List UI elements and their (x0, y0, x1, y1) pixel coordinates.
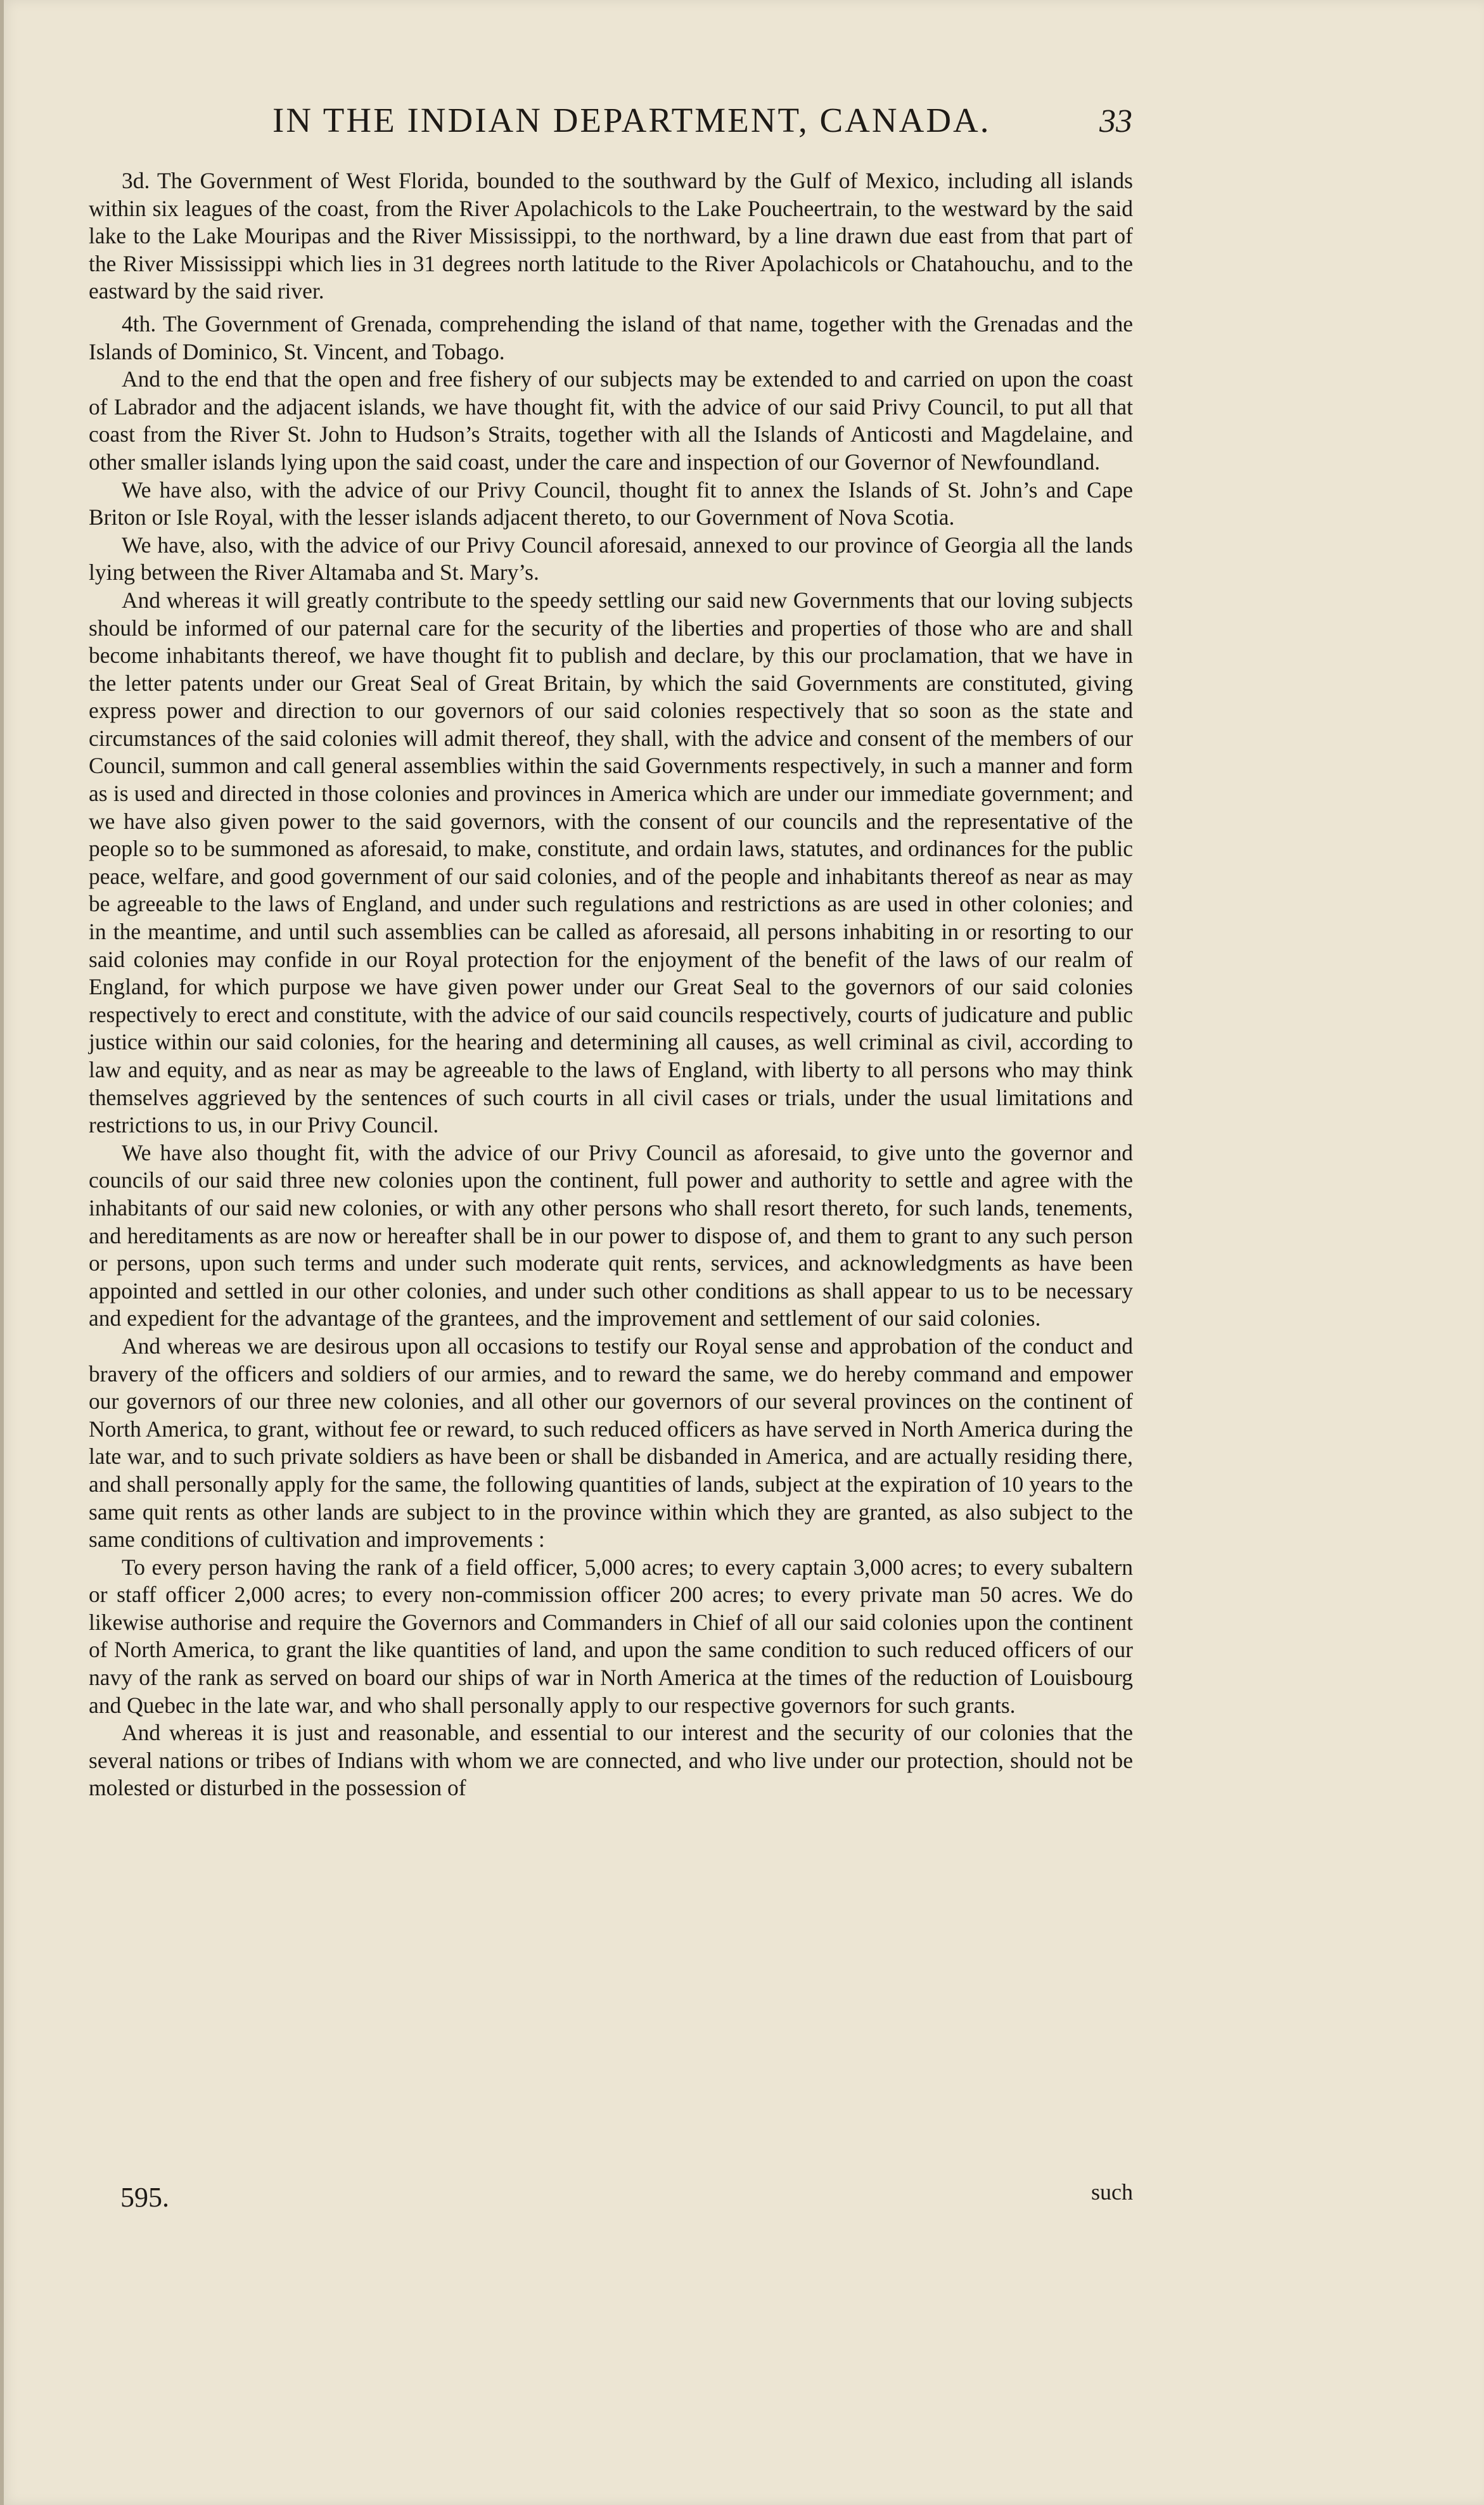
signature-mark: 595. (120, 2182, 169, 2213)
paragraph-west-florida: 3d. The Government of West Florida, bounded to the southward by the Gulf of Mexico, including all islands within six leagues of the coast, from the River Apolachicols to the Lake Poucheertrain, to the westward by the said lake to the Lake Mouripas and the River Mississippi, to the northward, by a line drawn due east from that part of the River Mississippi which lies in 31 degrees north latitude to the River Apolachicols or Chatahouchu, and to the eastward by the said river. (89, 168, 1133, 304)
paragraph-georgia: We have, also, with the advice of our Privy Council aforesaid, annexed to our province of Georgia all the lands lying between the River Altamaba and St. Mary’s. (89, 532, 1133, 586)
paragraph-nova-scotia: We have also, with the advice of our Privy Council, thought fit to annex the Islands of St. John’s and Cape Briton or Isle Royal, with the lesser islands adjacent thereto, to our Government of Nova Scotia. (89, 477, 1133, 530)
paragraph-acreage: To every person having the rank of a field officer, 5,000 acres; to every captain 3,000 acres; to every subaltern or staff officer 2,000 acres; to every non-commission officer 200 acres; to every private man 50 acres. We do likewise authorise and require the Governors and Commanders in Chief of all our said colonies upon the continent of North America, to grant the like quantities of land, and upon the same condition to such reduced officers of our navy of the rank as served on board our ships of war in North America at the times of the reduction of Louisbourg and Quebec in the late war, and who shall personally apply to our respective governors for such grants. (89, 1554, 1133, 1718)
paragraph-assemblies: And whereas it will greatly contribute to the speedy settling our said new Governments that our loving subjects should be informed of our paternal care for the security of the liberties and properties of those who are and shall become inhabitants thereof, we have thought fit to publish and declare, by this our proclamation, that we have in the letter patents under our Great Seal of Great Britain, by which the said Governments are constituted, giving express power and direction to our governors of our said colonies respectively that so soon as the state and circumstances of the said colonies will admit thereof, they shall, with the advice and consent of the members of our Council, summon and call general assemblies within the said Governments respectively, in such a manner and form as is used and directed in those colonies and provinces in America which are under our immediate government; and we have also given power to the said governors, with the consent of our councils and the representative of the people so to be summoned as aforesaid, to make, constitute, and ordain laws, statutes, and ordinances for the public peace, welfare, and good government of our said colonies, and of the people and inhabitants thereof as near as may be agreeable to the laws of England, and under such regulations and restrictions as are used in other colonies; and in the meantime, and until such assemblies can be called as aforesaid, all persons inhabiting in or resorting to our said colonies may confide in our Royal protection for the enjoyment of the benefit of the laws of our realm of England, for which purpose we have given power under our Great Seal to the governors of our said colonies respectively to erect and constitute, with the advice of our said councils respectively, courts of judicature and public justice within our said colonies, for the hearing and determining all causes, as well criminal as civil, according to law and equity, and as near as may be agreeable to the laws of England, with liberty to all persons who may think themselves aggrieved by the sentences of such courts in all civil cases or trials, under the usual limitations and restrictions to us, in our Privy Council. (89, 587, 1133, 1138)
paragraph-indians: And whereas it is just and reasonable, and essential to our interest and the security of our colonies that the several nations or tribes of Indians with whom we are connected, and who live under our protection, should not be molested or disturbed in the possession of (89, 1720, 1133, 1801)
paragraph-land-grants: We have also thought fit, with the advice of our Privy Council as aforesaid, to give unto the governor and councils of our said three new colonies upon the continent, full power and authority to settle and agree with the inhabitants of our said new colonies, or with any other persons who shall resort thereto, for such lands, tenements, and hereditaments as are now or hereafter shall be in our power to dispose of, and them to grant to any such person or persons, upon such terms and under such moderate quit rents, services, and acknowledgments as have been appointed and settled in our other colonies, and under such other conditions as shall appear to us to be necessary and expedient for the advantage of the grantees, and the improvement and settlement of our said colonies. (89, 1139, 1133, 1331)
catchword: such (1091, 2179, 1133, 2205)
page-footer (89, 2179, 1133, 2217)
page-header (120, 100, 1134, 151)
paragraph-fishery: And to the end that the open and free fishery of our subjects may be extended to and carried on upon the coast of Labrador and the adjacent islands, we have thought fit, with the advice of our said Privy Council, to put all that coast from the River St. John to Hudson’s Straits, together with all the Islands of Anticosti and Magdelaine, and other smaller islands lying upon the said coast, under the care and inspection of our Governor of Newfoundland. (89, 366, 1133, 475)
paragraph-officers-reward: And whereas we are desirous upon all occasions to testify our Royal sense and approbation of the conduct and bravery of the officers and soldiers of our armies, and to reward the same, we do hereby command and empower our governors of our three new colonies, and all other our governors of our several provinces on the continent of North America, to grant, without fee or reward, to such reduced officers as have served in North America during the late war, and to such private soldiers as have been or shall be disbanded in America, and are actually residing there, and shall personally apply for the same, the following quantities of lands, subject at the expiration of 10 years to the same quit rents as other lands are subject to in the province within which they are granted, as also subject to the same conditions of cultivation and improvements : (89, 1333, 1133, 1553)
body-text (89, 167, 1133, 1802)
paragraph-grenada: 4th. The Government of Grenada, comprehending the island of that name, together with the Grenadas and the Islands of Dominico, St. Vincent, and Tobago. (89, 311, 1133, 364)
page-number: 33 (1099, 103, 1132, 139)
running-head: IN THE INDIAN DEPARTMENT, CANADA. (272, 101, 991, 139)
